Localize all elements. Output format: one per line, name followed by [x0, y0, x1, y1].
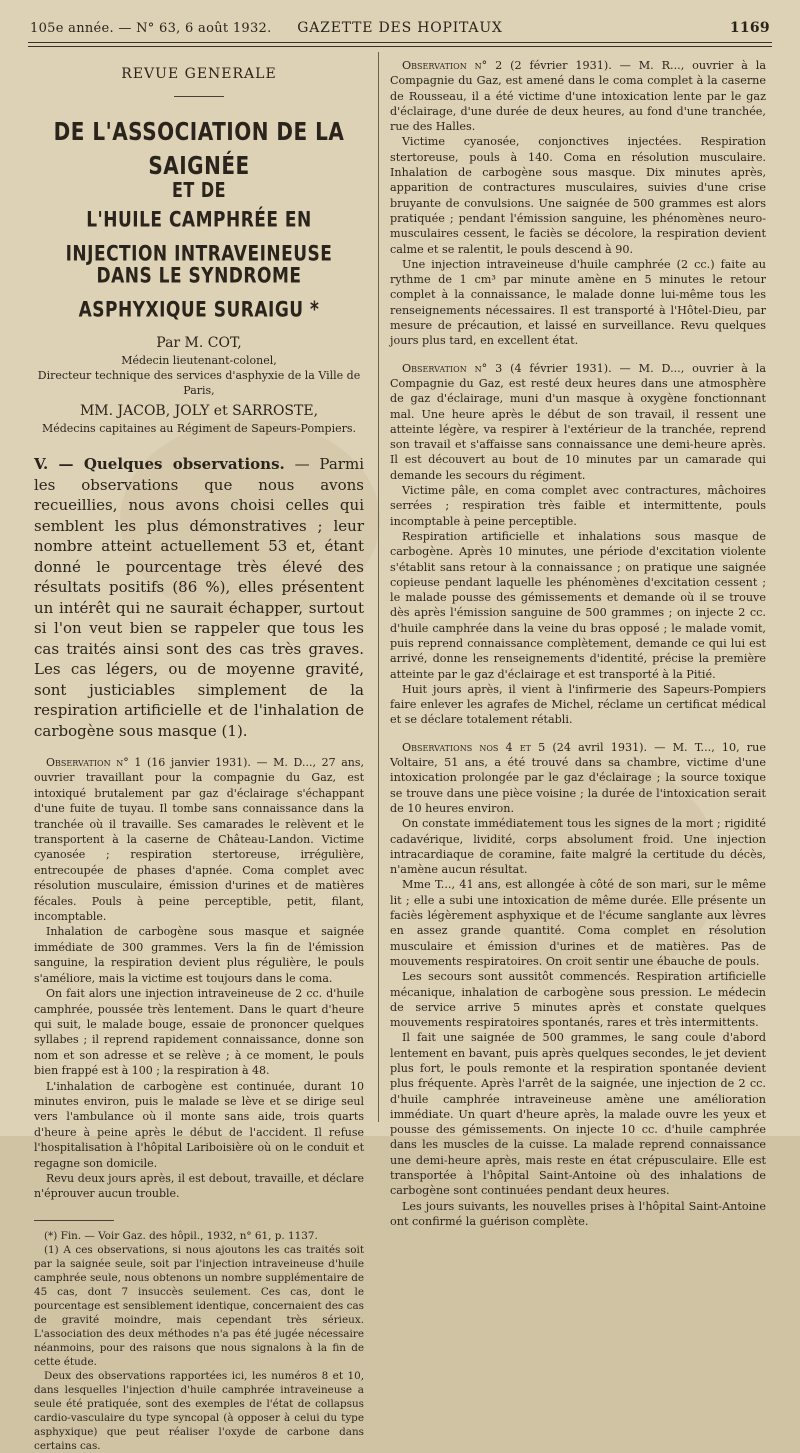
section-text: — Parmi les observations que nous avons recueillies, nous avons choisi celles qui semblent les plus démonstratives ; leur nombre atteint actuellement 53 et, étant donné le pourcentage très élevé des résultats positifs (86 %), elles présentent un intérêt qui ne saurait échapper, surtout si l'on veut bien se rappeler que tous les cas traités ainsi sont des cas très graves. Les cas légers, ou de moyenne gravité, sont justiciables simplement de la respiration artificielle et de l'inhalation de carbogène sous masque (1). — [34, 455, 364, 740]
footnote: Deux des observations rapportées ici, les numéros 8 et 10, dans lesquelles l'injection d'huile camphrée intraveineuse a seule été pratiquée, sont des exemples de l'état de collapsus cardio-vasculaire du type syncopal (à opposer à celui du type asphyxique) que peut réaliser l'oxyde de carbone dans certains cas. — [34, 1369, 364, 1452]
paragraph: Victime pâle, en coma complet avec contractures, mâchoires serrées ; respiration très faible et intermittente, pouls incomptable à peine perceptible. — [390, 484, 766, 528]
observation-label: Observation n° 3 — [402, 361, 503, 375]
article-title-line: DE L'ASSOCIATION DE LA SAIGNÉE — [53, 116, 345, 180]
author-role: Directeur technique des services d'asphyxie de la Ville de Paris, — [37, 369, 361, 397]
footnote-divider — [34, 1220, 114, 1221]
page-number: 1169 — [729, 20, 770, 36]
footnote: (*) Fin. — Voir Gaz. des hôpil., 1932, n° 61, p. 1137. — [44, 1229, 318, 1242]
divider — [174, 96, 224, 97]
paragraph: (4 février 1931). — M. D..., ouvrier à la Compagnie du Gaz, est resté deux heures dans une atmosphère de gaz d'éclairage, muni d'un masque à oxygène fonctionnant mal. Une heure après le début de son travail, il ressent une atteinte légère, va respirer à l'extérieur de la tranchée, reprend son travail et s'affaisse sans connaissance une demi-heure après. Il est découvert au bout de 10 minutes par un camarade qui demande les secours du régiment. — [390, 361, 766, 482]
paragraph: L'inhalation de carbogène est continuée, durant 10 minutes environ, puis le malade se lève et se dirige seul vers l'ambulance où il monte sans aide, trois quarts d'heure à peine après le début de l'accident. Il refuse l'hospitalisation à l'hôpital Lariboisière où on le conduit et regagne son domicile. — [34, 1079, 364, 1170]
paragraph: On fait alors une injection intraveineuse de 2 cc. d'huile camphrée, poussée très lentement. Dans le quart d'heure qui suit, le malade bouge, essaie de prononcer quelques syllabes ; il reprend rapidement connaissance, donne son nom et son adresse et se relève ; à ce moment, le pouls bien frappé est à 100 ; la respiration à 48. — [34, 987, 364, 1078]
issue-info: 105e année. — N° 63, 6 août 1932. — [30, 21, 272, 36]
right-column — [390, 56, 767, 1228]
observation-3 — [390, 361, 766, 728]
observation-1 — [34, 755, 364, 1202]
observation-label: Observation n° 1 — [46, 756, 142, 769]
author-role: Médecin lieutenant-colonel, — [121, 354, 277, 367]
paragraph: Inhalation de carbogène sous masque et saignée immédiate de 300 grammes. Vers la fin de l'émission sanguine, la respiration devient plus régulière, le pouls s'améliore, mais la victime est toujours dans le coma. — [34, 925, 364, 985]
paragraph: Revu deux jours après, il est debout, travaille, et déclare n'éprouver aucun trouble. — [34, 1171, 364, 1201]
paragraph: (16 janvier 1931). — M. D..., 27 ans, ouvrier travaillant pour la compagnie du Gaz, est intoxiqué brutalement par gaz d'éclairage s'échappant d'une fuite de tuyau. Il tombe sans connaissance dans la tranchée où il travaille. Ses camarades le relèvent et le transportent à la caserne de Château-Landon. Victime cyanosée ; respiration stertoreuse, irrégulière, entrecoupée de phases d'apnée. Coma complet avec résolution musculaire, émission d'urines et de matières fécales. Pouls à peine perceptible, petit, filant, incomptable. — [34, 756, 364, 924]
article-title-line: ET DE — [171, 178, 227, 202]
column-separator — [378, 52, 379, 1122]
paragraph: Respiration artificielle et inhalations sous masque de carbogène. Après 10 minutes, une période d'excitation violente s'établit sans retour à la connaissance ; on pratique une saignée copieuse pendant laquelle les phénomènes d'excitation cessent ; le malade pousse des gémissements et demande où il se trouve dès après l'émission sanguine de 500 grammes ; on injecte 2 cc. d'huile camphrée dans la veine du bras opposé ; le malade vomit, puis reprend connaissance complètement, demande ce qui lui est arrivé, donne les renseignements d'identité, précise la première atteinte par le gaz d'éclairage et est transporté à la Pitié. — [390, 529, 766, 681]
paragraph: Mme T..., 41 ans, est allongée à côté de son mari, sur le même lit ; elle a subi une intoxication de même durée. Elle présente un faciès légèrement asphyxique et de l'écume sanglante aux lèvres en assez grande quantité. Coma complet en résolution musculaire et émission d'urines et de matières. Pas de mouvements respiratoires. On croit sentir une ébauche de pouls. — [390, 878, 766, 968]
left-column — [34, 56, 364, 1452]
author-role: Médecins capitaines au Régiment de Sapeurs-Pompiers. — [41, 422, 357, 435]
paragraph: Les jours suivants, les nouvelles prises à l'hôpital Saint-Antoine ont confirmé la guérison complète. — [390, 1199, 766, 1228]
paragraph: Une injection intraveineuse d'huile camphrée (2 cc.) faite au rythme de 1 cm³ par minute amène en 5 minutes le retour complet à la connaissance, le malade donne lui-même tous les renseignements nécessaires. Il est transporté à l'Hôtel-Dieu, par mesure de précaution, et laissé en surveillance. Revu quelques jours plus tard, en excellent état. — [390, 257, 766, 348]
header-rule — [28, 42, 772, 43]
observation-label: Observation n° 2 — [402, 59, 503, 72]
paragraph: (2 février 1931). — M. R..., ouvrier à la Compagnie du Gaz, est amené dans le coma complet à la caserne de Rousseau, il a été victime d'une intoxication lente par le gaz d'éclairage, d'une durée de deux heures, au fond d'une tranchée, rue des Halles. — [390, 59, 767, 134]
authors — [34, 336, 364, 436]
article-title-line: DANS LE SYNDROME ASPHYXIQUE SURAIGU * — [78, 263, 320, 323]
header-rule — [28, 46, 772, 47]
paragraph: (24 avril 1931). — M. T..., 10, rue Voltaire, 51 ans, a été trouvé dans sa chambre, victime d'une intoxication prolongée par le gaz d'éclairage ; la source toxique se trouve dans une pièce voisine ; la durée de l'intoxication serait de 10 heures environ. — [390, 740, 766, 815]
paragraph: On constate immédiatement tous les signes de la mort ; rigidité cadavérique, lividité, corps absolument froid. Une injection intracardiaque de coramine, faite malgré la certitude du décès, n'amène aucun résultat. — [390, 817, 766, 877]
page-header — [30, 10, 770, 36]
journal-title: GAZETTE DES HOPITAUX — [297, 20, 503, 36]
paragraph: Il fait une saignée de 500 grammes, le sang coule d'abord lentement en bavant, puis après quelques secondes, le jet devient plus fort, le pouls remonte et la respiration spontanée devient plus fréquente. Après l'arrêt de la saignée, une injection de 2 cc. d'huile camphrée intraveineuse amène une amélioration immédiate. Un quart d'heure après, la malade ouvre les yeux et pousse des gémissements. On injecte 10 cc. d'huile camphrée dans les muscles de la cuisse. La malade reprend connaissance une demi-heure après, mais reste en état crépusculaire. Elle est transportée à l'hôpital Saint-Antoine où des inhalations de carbogène sont continuées pendant deux heures. — [390, 1031, 766, 1198]
paragraph: Huit jours après, il vient à l'infirmerie des Sapeurs-Pompiers faire enlever les agrafes de Michel, réclame un certificat médical et se déclare totalement rétabli. — [390, 682, 766, 727]
section-intro — [34, 454, 364, 741]
observation-2 — [390, 58, 766, 349]
article-title-line: L'HUILE CAMPHRÉE EN INJECTION INTRAVEINEUSE — [65, 207, 333, 267]
observation-label: Observations nos 4 et 5 — [402, 740, 546, 754]
section-heading: V. — Quelques observations. — [34, 455, 285, 473]
author-name: MM. JACOB, JOLY et SARROSTE, — [79, 403, 319, 419]
paragraph: Les secours sont aussitôt commencés. Respiration artificielle mécanique, inhalation de carbogène sous pression. Le médecin de service arrive 5 minutes après et constate quelques mouvements respiratoires spontanés, rares et très intermittents. — [390, 970, 766, 1030]
footnote: (1) A ces observations, si nous ajoutons les cas traités soit par la saignée seule, soit par l'injection intraveineuse d'huile camphrée seule, nous obtenons un nombre supplémentaire de 45 cas, dont 7 insuccès seulement. Ces cas, dont le pourcentage est sensiblement identique, concernaient des cas de gravité moindre, mais cependant très sérieux. L'association des deux méthodes n'a pas été jugée nécessaire néanmoins, pour des raisons que nous signalons à la fin de cette étude. — [34, 1243, 364, 1368]
observation-4-5 — [390, 740, 766, 1230]
section-label: REVUE GENERALE — [121, 66, 277, 82]
paragraph: Victime cyanosée, conjonctives injectées. Respiration stertoreuse, pouls à 140. Coma en résolution musculaire. Inhalation de carbogène sous masque. Dix minutes après, apparition de contractures musculaires, suivies d'une crise bruyante de convulsions. Une saignée de 500 grammes est alors pratiquée ; pendant l'émission sanguine, les phénomènes neuro-musculaires cessent, le faciès se décolore, la respiration devient calme et se ralentit, le pouls descend à 90. — [390, 135, 766, 256]
author-name: Par M. COT, — [156, 335, 242, 351]
